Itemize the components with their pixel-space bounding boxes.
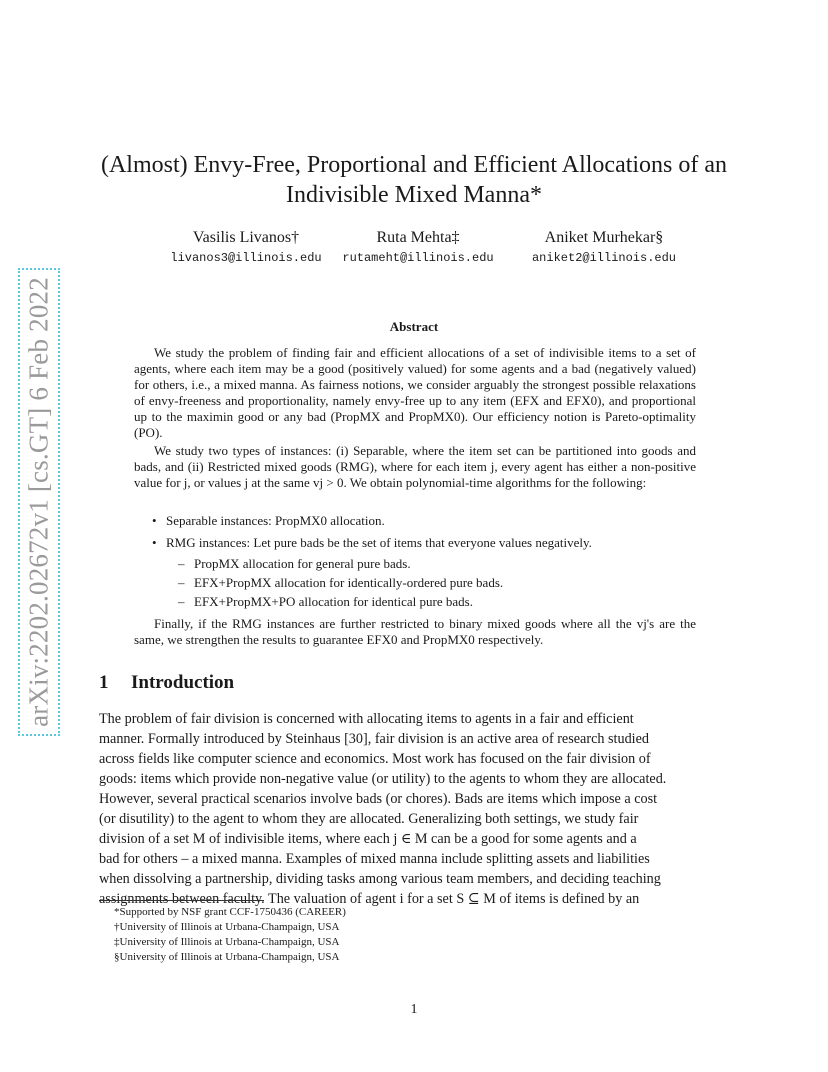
bullet-icon: • xyxy=(152,535,157,550)
body-line: bad for others – a mixed manna. Examples of mixed manna include splitting assets and liabilities xyxy=(99,851,650,867)
body-line: (or disutility) to the agent to whom they are allocated. Generalizing both settings, we study fair xyxy=(99,811,639,827)
section-title: Introduction xyxy=(131,672,235,693)
bullet-icon: • xyxy=(152,513,157,528)
body-line: assignments between faculty. The valuation of agent i for a set S ⊆ M of items is defined by an xyxy=(99,891,640,907)
footnote: †University of Illinois at Urbana-Champaign, USA xyxy=(114,921,340,933)
body-line: However, several practical scenarios involve bads (or chores). Bads are items which impose a cost xyxy=(99,791,658,807)
author-email: aniket2@illinois.edu xyxy=(531,251,677,265)
author-2 xyxy=(318,228,518,265)
body-line: division of a set M of indivisible items, where each j ∈ M can be a good for some agents and a xyxy=(99,831,637,847)
author-name: Ruta Mehta‡ xyxy=(376,229,460,246)
author-email: livanos3@illinois.edu xyxy=(170,251,322,265)
body-line: manner. Formally introduced by Steinhaus [30], fair division is an active area of research studied xyxy=(99,731,649,747)
abstract-paragraph-3: Finally, if the RMG instances are further restricted to binary mixed goods where all the vj's are the same, we strengthen the results to guarantee EFX0 and PropMX0 respectively. xyxy=(134,616,696,647)
abstract-paragraph-1: We study the problem of finding fair and efficient allocations of a set of indivisible items to a set of agents, where each item may be a good (positively valued) for some agents and a bad (negatively valued) for others, i.e., a mixed manna. As fairness notions, we consider arguably the strongest possible relaxations of envy-freeness and proportionality, namely envy-free up to any item (EFX and EFX0), and proportional up to the maximin good or any bad (PropMX and PropMX0). Our efficiency notion is Pareto-optimality (PO). xyxy=(134,345,696,440)
author-email: rutameht@illinois.edu xyxy=(342,251,494,265)
dash-icon: – xyxy=(178,575,185,590)
author-name: Vasilis Livanos† xyxy=(192,229,300,246)
bullet-text: Separable instances: PropMX0 allocation. xyxy=(166,513,385,528)
sub-bullet-text: PropMX allocation for general pure bads. xyxy=(194,556,411,571)
author-3 xyxy=(504,228,704,265)
title-line-2: Indivisible Mixed Manna* xyxy=(286,182,542,208)
body-line: across fields like computer science and economics. Most work has focused on the fair division of xyxy=(99,751,651,767)
sub-bullet-text: EFX+PropMX allocation for identically-ordered pure bads. xyxy=(194,575,504,590)
arxiv-stamp-text: arXiv:2202.02672v1 [cs.GT] 6 Feb 2022 xyxy=(23,277,54,727)
footnote-rule xyxy=(99,900,264,901)
body-line: The problem of fair division is concerned with allocating items to agents in a fair and efficient xyxy=(99,711,634,727)
author-1 xyxy=(146,228,346,265)
abstract-heading: Abstract xyxy=(389,319,439,334)
bullet-text: RMG instances: Let pure bads be the set of items that everyone values negatively. xyxy=(166,535,592,550)
footnote: *Supported by NSF grant CCF-1750436 (CAREER) xyxy=(114,906,346,918)
page-number: 1 xyxy=(410,1002,418,1017)
body-line: goods: items which provide non-negative value (or utility) to the agents to whom they are allocated. xyxy=(99,771,667,787)
dash-icon: – xyxy=(178,594,185,609)
author-name: Aniket Murhekar§ xyxy=(544,229,664,246)
paper-title xyxy=(90,150,738,210)
abstract-paragraph-2: We study two types of instances: (i) Separable, where the item set can be partitioned into goods and bads, and (ii) Restricted mixed goods (RMG), where for each item j, every agent has either a non-positive value for j, or values j at the same vj > 0. We obtain polynomial-time algorithms for the following: xyxy=(134,443,696,490)
title-line-1: (Almost) Envy-Free, Proportional and Efficient Allocations of an xyxy=(100,152,728,178)
section-number: 1 xyxy=(99,672,109,693)
section-heading xyxy=(99,672,234,694)
footnote: §University of Illinois at Urbana-Champaign, USA xyxy=(114,951,340,963)
body-line: when dissolving a partnership, dividing tasks among various team members, and deciding teaching xyxy=(99,871,661,887)
dash-icon: – xyxy=(178,556,185,571)
sub-bullet-text: EFX+PropMX+PO allocation for identical pure bads. xyxy=(194,594,473,609)
arxiv-stamp xyxy=(18,268,60,736)
footnote: ‡University of Illinois at Urbana-Champaign, USA xyxy=(114,936,340,948)
